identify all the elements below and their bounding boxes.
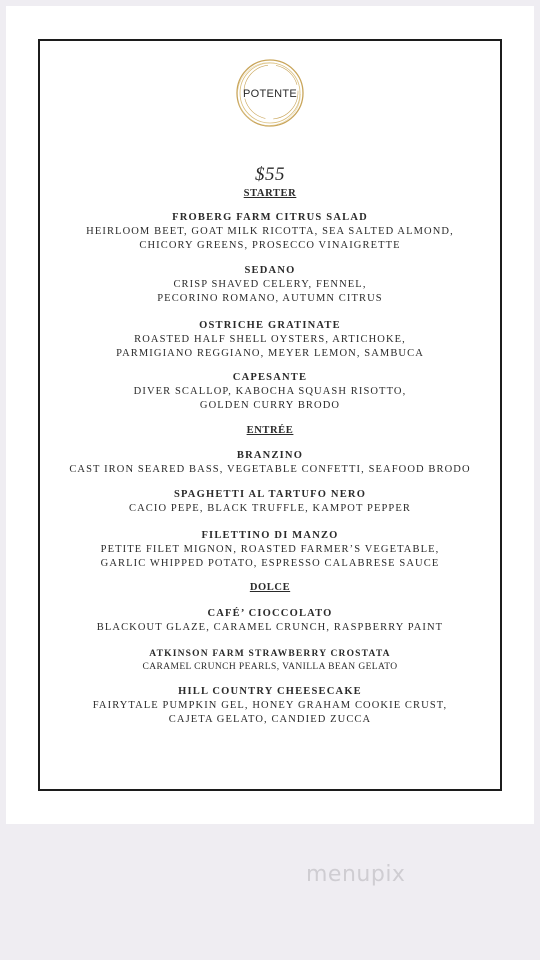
menu-item-description: DIVER SCALLOP, KABOCHA SQUASH RISOTTO, GOLDEN CURRY BRODO	[133, 386, 407, 411]
section-title-starter: STARTER	[243, 188, 297, 199]
menu-item-description: PETITE FILET MIGNON, ROASTED FARMER’S VEGETABLE, GARLIC WHIPPED POTATO, ESPRESSO CALABRESE SAUCE	[100, 544, 440, 569]
menu-item	[0, 529, 540, 571]
menu-item	[0, 648, 540, 674]
menu-price: $55	[255, 164, 285, 185]
menu-item	[0, 449, 540, 477]
logo-text: POTENTE	[242, 88, 298, 100]
menu-item-name: CAFÉ’ CIOCCOLATO	[207, 608, 333, 619]
menu-item-description: CACIO PEPE, BLACK TRUFFLE, KAMPOT PEPPER	[129, 503, 411, 514]
menu-item-description: FAIRYTALE PUMPKIN GEL, HONEY GRAHAM COOKIE CRUST, CAJETA GELATO, CANDIED ZUCCA	[92, 700, 448, 725]
menu-item-name: SEDANO	[244, 265, 296, 276]
menu-item-name: OSTRICHE GRATINATE	[199, 320, 341, 331]
menu-item-description: ROASTED HALF SHELL OYSTERS, ARTICHOKE, PARMIGIANO REGGIANO, MEYER LEMON, SAMBUCA	[116, 334, 424, 359]
menu-item	[0, 371, 540, 413]
menu-item-description: BLACKOUT GLAZE, CARAMEL CRUNCH, RASPBERRY PAINT	[96, 622, 444, 633]
logo-ring-icon	[232, 56, 308, 130]
menu-item-name: ATKINSON FARM STRAWBERRY CROSTATA	[149, 649, 391, 659]
potente-logo	[232, 56, 308, 130]
menu-item-name: FILETTINO DI MANZO	[201, 530, 339, 541]
menu-item-name: SPAGHETTI AL TARTUFO NERO	[173, 489, 367, 500]
watermark: menupix	[306, 862, 406, 887]
menu-item-description: CARAMEL CRUNCH PEARLS, VANILLA BEAN GELATO	[142, 662, 398, 672]
menu-item	[0, 607, 540, 635]
menu-item	[0, 488, 540, 516]
menu-item	[0, 319, 540, 361]
menu-item-name: FROBERG FARM CITRUS SALAD	[172, 212, 368, 223]
menu-item-description: CRISP SHAVED CELERY, FENNEL, PECORINO ROMANO, AUTUMN CITRUS	[157, 279, 383, 304]
menu-item	[0, 685, 540, 727]
section-title-entree: ENTRÉE	[246, 425, 294, 436]
menu-item-description: HEIRLOOM BEET, GOAT MILK RICOTTA, SEA SALTED ALMOND, CHICORY GREENS, PROSECCO VINAIGRETTE	[86, 226, 454, 251]
menu-item-name: BRANZINO	[236, 450, 304, 461]
menu-item	[0, 264, 540, 306]
menu-item-name: HILL COUNTRY CHEESECAKE	[178, 686, 362, 697]
menu-item-description: CAST IRON SEARED BASS, VEGETABLE CONFETTI, SEAFOOD BRODO	[69, 464, 471, 475]
menu-border	[38, 39, 502, 791]
menu-item-name: CAPESANTE	[232, 372, 308, 383]
menu-item	[0, 211, 540, 253]
section-title-dolce: DOLCE	[249, 582, 291, 593]
